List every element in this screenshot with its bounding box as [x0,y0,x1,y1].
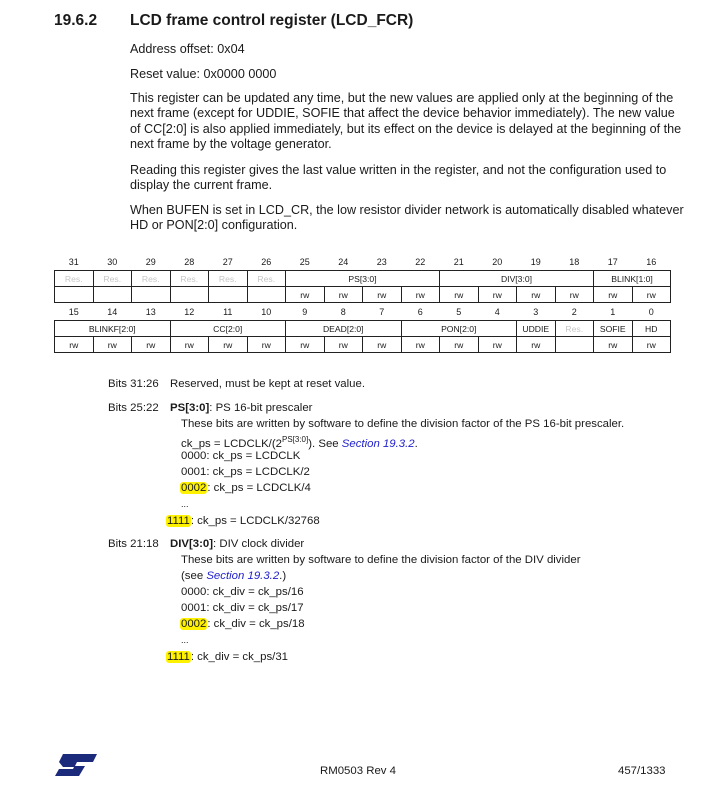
access-type: rw [55,337,94,353]
highlighted-value-code: 0002 [181,618,207,630]
div-field-title: : DIV clock divider [213,538,305,550]
bit-number: 23 [376,256,387,267]
access-type: rw [632,337,671,353]
bit-number: 21 [453,256,464,267]
reserved-field: Res. [555,321,594,337]
access-type: rw [517,337,556,353]
reserved-field: Res. [209,271,248,287]
access-type: rw [324,337,363,353]
bit-number: 20 [492,256,503,267]
value-text: : ck_div = ck_ps/16 [206,586,304,598]
div-description: These bits are written by software to define the division factor of the DIV divider [181,554,581,566]
reset-value: Reset value: 0x0000 0000 [130,67,277,81]
register-field: PS[3:0] [286,271,440,287]
section-19-3-2-link[interactable]: Section 19.3.2 [206,570,280,582]
div-value-1111 [166,649,288,665]
access-type [209,287,248,303]
bits-21-18-range: Bits 21:18 [108,538,159,550]
register-bitmap-upper [54,253,671,303]
bit-number: 17 [607,256,618,267]
access-type: rw [517,287,556,303]
bit-number: 26 [261,256,272,267]
access-type [132,287,171,303]
bit-number: 15 [68,306,79,317]
bit-number: 0 [648,306,654,317]
value-text: : ck_ps = LCDCLK/4 [207,482,311,494]
register-field: DIV[3:0] [440,271,594,287]
register-field: BLINKF[2:0] [55,321,171,337]
access-type: rw [401,337,440,353]
div-value-0000 [181,584,304,600]
reserved-field: Res. [247,271,286,287]
access-type: rw [363,287,402,303]
access-type: rw [440,337,479,353]
bit-number: 29 [145,256,156,267]
bits-21-18-heading [170,536,304,552]
bit-number: 28 [184,256,195,267]
ps-description: These bits are written by software to define the division factor of the PS 16-bit prescaler. [181,418,625,430]
ps-field-title: : PS 16-bit prescaler [209,402,313,414]
div-see-post: .) [279,570,287,582]
bit-number: 1 [610,306,616,317]
bit-number: 9 [302,306,308,317]
access-type: rw [286,287,325,303]
value-text: : ck_div = ck_ps/18 [207,618,305,630]
ps-value-0001 [181,464,310,480]
access-type: rw [93,337,132,353]
bit-number: 18 [569,256,580,267]
description-paragraph-3: When BUFEN is set in LCD_CR, the low resistor divider network is automatically disabled whatever HD or PON[2:0] configuration. [130,203,684,233]
bits-25-22-range: Bits 25:22 [108,402,159,414]
access-type: rw [594,337,633,353]
value-text: : ck_div = ck_ps/31 [190,651,288,663]
value-code: 0001 [181,602,207,614]
div-value-0002 [180,616,305,632]
footer-document-id: RM0503 Rev 4 [320,765,396,777]
access-type: rw [632,287,671,303]
bits-31-26-text: Reserved, must be kept at reset value. [170,378,366,390]
access-type: rw [170,337,209,353]
section-number: 19.6.2 [54,12,98,29]
register-field: PON[2:0] [401,321,517,337]
access-type: rw [247,337,286,353]
address-offset: Address offset: 0x04 [130,42,245,56]
access-type: rw [594,287,633,303]
bit-number-row [55,253,671,271]
field-row [55,321,671,337]
reserved-field: Res. [132,271,171,287]
value-code: 0001 [181,466,207,478]
access-type: rw [401,287,440,303]
reserved-field: Res. [55,271,94,287]
value-code: 0000 [181,586,207,598]
bit-number: 8 [340,306,346,317]
access-row [55,287,671,303]
ps-formula-exponent: PS[3:0] [281,435,309,444]
bit-number: 7 [379,306,385,317]
access-type: rw [209,337,248,353]
reserved-field: Res. [170,271,209,287]
bit-number: 12 [184,306,195,317]
bit-number: 30 [107,256,118,267]
value-text: : ck_ps = LCDCLK/32768 [190,515,320,527]
bit-number: 2 [571,306,577,317]
reserved-field: Res. [93,271,132,287]
highlighted-value-code: 0002 [181,482,207,494]
div-see-pre: (see [181,570,207,582]
value-text: : ck_div = ck_ps/17 [206,602,304,614]
access-type: rw [478,337,517,353]
value-code: 0000 [181,450,207,462]
div-value-0001 [181,600,304,616]
access-type [247,287,286,303]
register-bitmap-lower [54,303,671,353]
access-type [555,337,594,353]
access-type: rw [440,287,479,303]
bit-number: 10 [261,306,272,317]
highlighted-value-code: 1111 [167,651,190,663]
bit-number: 4 [494,306,500,317]
access-type: rw [363,337,402,353]
register-field: BLINK[1:0] [594,271,671,287]
div-ellipsis: ... [181,635,189,645]
bit-number: 27 [222,256,233,267]
description-paragraph-1: This register can be updated any time, but the new values are applied only at the beginning of the next frame (except for UDDIE, SOFIE that affect the device behavior immediately). The new value of CC[2:0] is also applied immediately, but its effect on the device is delayed at the beginning of the next frame by the voltage generator. [130,91,682,152]
div-see-section [181,568,286,584]
bit-number: 11 [223,306,233,317]
bit-number: 6 [417,306,423,317]
section-title: LCD frame control register (LCD_FCR) [130,12,414,29]
register-field: CC[2:0] [170,321,286,337]
value-text: : ck_ps = LCDCLK [206,450,301,462]
bit-number-row [55,303,671,321]
bit-number: 3 [533,306,539,317]
bit-number: 16 [646,256,657,267]
value-text: : ck_ps = LCDCLK/2 [206,466,310,478]
register-field: SOFIE [594,321,633,337]
bit-number: 22 [415,256,426,267]
access-type [93,287,132,303]
ps-formula-text: ck_ps = LCDCLK/(2 [181,437,282,450]
access-type: rw [132,337,171,353]
highlighted-value-code: 1111 [167,515,190,527]
section-19-3-2-link[interactable]: Section 19.3.2 [341,437,415,450]
bit-number: 19 [530,256,541,267]
bit-number: 25 [299,256,310,267]
access-type: rw [324,287,363,303]
div-field-name: DIV[3:0] [170,538,214,550]
ps-ellipsis: ... [181,499,189,509]
bit-number: 5 [456,306,462,317]
bits-25-22-heading [170,400,312,416]
access-type [55,287,94,303]
bit-number: 31 [68,256,79,267]
access-type: rw [478,287,517,303]
bits-31-26-range: Bits 31:26 [108,378,159,390]
st-logo [55,752,99,778]
ps-field-name: PS[3:0] [170,402,210,414]
field-row [55,271,671,287]
access-type [170,287,209,303]
bit-number: 14 [107,306,118,317]
register-field: UDDIE [517,321,556,337]
register-field: HD [632,321,671,337]
ps-value-1111 [166,513,320,529]
ps-formula-see: ). See [308,437,342,450]
ps-value-0002 [180,480,311,496]
footer-page-number: 457/1333 [618,765,666,777]
bit-number: 24 [338,256,349,267]
access-row [55,337,671,353]
st-logo-icon [55,752,99,778]
bit-number: 13 [145,306,156,317]
register-field: DEAD[2:0] [286,321,402,337]
ps-formula-period: . [414,437,418,450]
access-type: rw [286,337,325,353]
description-paragraph-2: Reading this register gives the last value written in the register, and not the configuration used to display the current frame. [130,163,667,193]
ps-value-0000 [181,448,300,464]
access-type: rw [555,287,594,303]
